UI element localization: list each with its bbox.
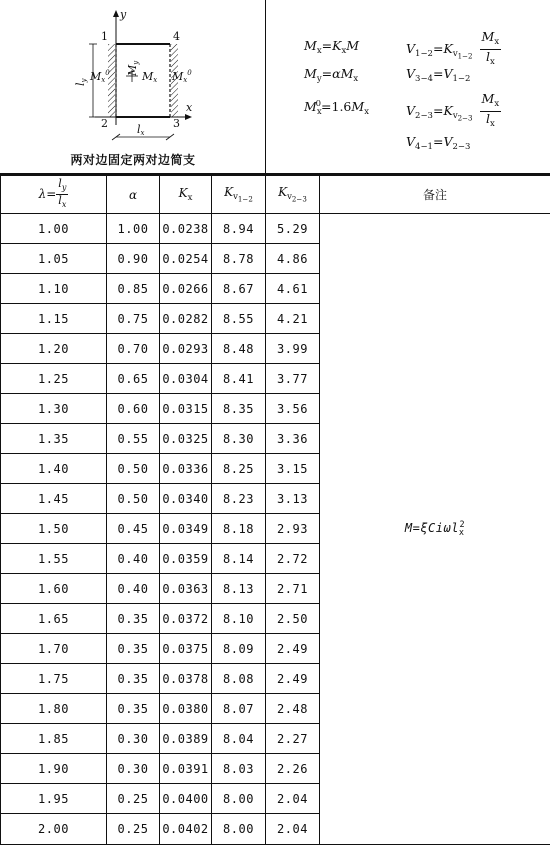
corner-label-2: 2: [101, 117, 108, 130]
cell-kv23: 3.15: [266, 454, 320, 484]
corner-label-1: 1: [101, 30, 108, 43]
cell-lambda: 1.15: [1, 304, 107, 334]
cell-kx: 0.0400: [160, 784, 212, 814]
left-fixed-hatching: [108, 44, 115, 117]
cell-kx: 0.0363: [160, 574, 212, 604]
cell-lambda: 1.70: [1, 634, 107, 664]
moment-label-center: Mx: [141, 70, 157, 84]
note-formula: M=ξCiωl$_x^2$: [405, 521, 465, 535]
lx-dimension-label: lx: [137, 123, 145, 137]
cell-alpha: 0.65: [107, 364, 160, 394]
cell-lambda: 1.75: [1, 664, 107, 694]
cell-lambda: 1.55: [1, 544, 107, 574]
cell-alpha: 0.25: [107, 814, 160, 845]
cell-kx: 0.0375: [160, 634, 212, 664]
diagram-panel: [0, 0, 266, 175]
cell-kx: 0.0293: [160, 334, 212, 364]
cell-alpha: 0.50: [107, 454, 160, 484]
cell-kx: 0.0304: [160, 364, 212, 394]
cell-kv23: 3.77: [266, 364, 320, 394]
cell-kv23: 2.50: [266, 604, 320, 634]
cell-alpha: 0.30: [107, 724, 160, 754]
cell-kv23: 3.99: [266, 334, 320, 364]
cell-kv23: 4.21: [266, 304, 320, 334]
ly-dimension-label: ly: [74, 77, 88, 86]
cell-kv23: 2.49: [266, 634, 320, 664]
cell-kv23: 2.26: [266, 754, 320, 784]
formula-mx: $M_x=K_xM$: [304, 38, 359, 56]
cell-alpha: 0.85: [107, 274, 160, 304]
cell-alpha: 0.35: [107, 604, 160, 634]
cell-kv12: 8.00: [212, 784, 266, 814]
cell-alpha: 0.70: [107, 334, 160, 364]
header-kx: $K_x$: [160, 176, 212, 214]
cell-lambda: 1.65: [1, 604, 107, 634]
cell-kv23: 2.93: [266, 514, 320, 544]
header-note: 备注: [320, 176, 550, 214]
cell-alpha: 0.50: [107, 484, 160, 514]
formula-mx0: $M_x^0=1.6M_x$: [304, 99, 369, 117]
cell-alpha: 0.35: [107, 694, 160, 724]
cell-kv12: 8.10: [212, 604, 266, 634]
cell-kv12: 8.13: [212, 574, 266, 604]
cell-alpha: 0.75: [107, 304, 160, 334]
cell-lambda: 1.95: [1, 784, 107, 814]
cell-kv23: 2.48: [266, 694, 320, 724]
cell-kv12: 8.30: [212, 424, 266, 454]
cell-kx: 0.0238: [160, 214, 212, 244]
cell-lambda: 1.05: [1, 244, 107, 274]
cell-alpha: 0.35: [107, 634, 160, 664]
cell-alpha: 0.25: [107, 784, 160, 814]
cell-kx: 0.0378: [160, 664, 212, 694]
cell-kv12: 8.23: [212, 484, 266, 514]
cell-kv23: 5.29: [266, 214, 320, 244]
cell-lambda: 2.00: [1, 814, 107, 845]
cell-kx: 0.0402: [160, 814, 212, 845]
formula-v34: $V_{3-4}=V_{1-2}$: [406, 66, 470, 84]
cell-kv12: 8.00: [212, 814, 266, 845]
corner-label-3: 3: [173, 117, 180, 130]
cell-kx: 0.0315: [160, 394, 212, 424]
cell-lambda: 1.45: [1, 484, 107, 514]
cell-kv12: 8.04: [212, 724, 266, 754]
cell-kx: 0.0372: [160, 604, 212, 634]
cell-kv23: 2.72: [266, 544, 320, 574]
moment-label-right: Mx$^0$: [171, 69, 192, 84]
cell-lambda: 1.90: [1, 754, 107, 784]
cell-kx: 0.0254: [160, 244, 212, 274]
cell-kx: 0.0336: [160, 454, 212, 484]
cell-kv12: 8.78: [212, 244, 266, 274]
cell-lambda: 1.80: [1, 694, 107, 724]
x-axis-arrow: [185, 114, 192, 120]
header-kv12: $K_{v_{1-2}}$: [212, 176, 266, 214]
cell-alpha: 0.30: [107, 754, 160, 784]
corner-label-4: 4: [173, 30, 180, 43]
cell-kv23: 4.61: [266, 274, 320, 304]
cell-kv23: 3.56: [266, 394, 320, 424]
cell-kx: 0.0266: [160, 274, 212, 304]
cell-kv12: 8.09: [212, 634, 266, 664]
coefficient-table: [0, 175, 550, 845]
header-kv23: $K_{v_{2-3}}$: [266, 176, 320, 214]
cell-kv12: 8.94: [212, 214, 266, 244]
cell-kv23: 4.86: [266, 244, 320, 274]
cell-kx: 0.0359: [160, 544, 212, 574]
header-lambda: λ= $\frac{l_y}{l_x}$: [1, 176, 107, 214]
cell-kv12: 8.55: [212, 304, 266, 334]
formula-panel: [266, 0, 550, 175]
cell-alpha: 0.45: [107, 514, 160, 544]
cell-alpha: 0.55: [107, 424, 160, 454]
x-axis-label: x: [186, 101, 193, 114]
moment-label-left: Mx$^0$: [89, 69, 110, 84]
header-alpha: [107, 176, 160, 214]
formula-v41: $V_{4-1}=V_{2-3}$: [406, 134, 470, 152]
cell-alpha: 1.00: [107, 214, 160, 244]
formula-v12: $V_{1-2}=K_{v_{1-2}}$ $\frac{M_x}{l_x}$: [406, 30, 501, 69]
cell-lambda: 1.00: [1, 214, 107, 244]
cell-alpha: 0.60: [107, 394, 160, 424]
cell-lambda: 1.35: [1, 424, 107, 454]
plate-diagram: [0, 0, 266, 150]
cell-kv23: 2.49: [266, 664, 320, 694]
formula-my: $M_y=\alpha M_x$: [304, 66, 358, 84]
cell-kv12: 8.18: [212, 514, 266, 544]
cell-lambda: 1.40: [1, 454, 107, 484]
cell-lambda: 1.20: [1, 334, 107, 364]
cell-kv12: 8.41: [212, 364, 266, 394]
cell-kx: 0.0340: [160, 484, 212, 514]
diagram-caption: 两对边固定两对边简支: [0, 151, 266, 168]
cell-lambda: 1.30: [1, 394, 107, 424]
cell-kv12: 8.14: [212, 544, 266, 574]
header-alpha-text: α: [129, 188, 137, 202]
cell-lambda: 1.25: [1, 364, 107, 394]
cell-kv23: 2.04: [266, 784, 320, 814]
cell-kv23: 2.04: [266, 814, 320, 845]
cell-kx: 0.0349: [160, 514, 212, 544]
cell-kx: 0.0282: [160, 304, 212, 334]
cell-alpha: 0.40: [107, 544, 160, 574]
cell-kv23: 3.36: [266, 424, 320, 454]
cell-kv23: 2.71: [266, 574, 320, 604]
cell-kx: 0.0389: [160, 724, 212, 754]
cell-kv12: 8.25: [212, 454, 266, 484]
cell-kv12: 8.08: [212, 664, 266, 694]
cell-kv23: 2.27: [266, 724, 320, 754]
y-axis-label: y: [119, 8, 127, 21]
table-header-row: [1, 176, 550, 214]
formula-v23: $V_{2-3}=K_{v_{2-3}}$ $\frac{M_x}{l_x}$: [406, 92, 501, 131]
table-row: [1, 214, 550, 244]
cell-kv23: 3.13: [266, 484, 320, 514]
note-cell: [320, 214, 550, 845]
cell-kv12: 8.48: [212, 334, 266, 364]
cell-lambda: 1.85: [1, 724, 107, 754]
cell-kv12: 8.67: [212, 274, 266, 304]
cell-kx: 0.0325: [160, 424, 212, 454]
cell-alpha: 0.40: [107, 574, 160, 604]
cell-lambda: 1.50: [1, 514, 107, 544]
table-body: [1, 214, 550, 845]
cell-lambda: 1.10: [1, 274, 107, 304]
cell-alpha: 0.35: [107, 664, 160, 694]
y-axis-arrow: [113, 10, 119, 17]
cell-lambda: 1.60: [1, 574, 107, 604]
cell-kx: 0.0380: [160, 694, 212, 724]
cell-kv12: 8.35: [212, 394, 266, 424]
cell-alpha: 0.90: [107, 244, 160, 274]
moment-label-y: My: [126, 60, 140, 77]
cell-kx: 0.0391: [160, 754, 212, 784]
cell-kv12: 8.03: [212, 754, 266, 784]
cell-kv12: 8.07: [212, 694, 266, 724]
